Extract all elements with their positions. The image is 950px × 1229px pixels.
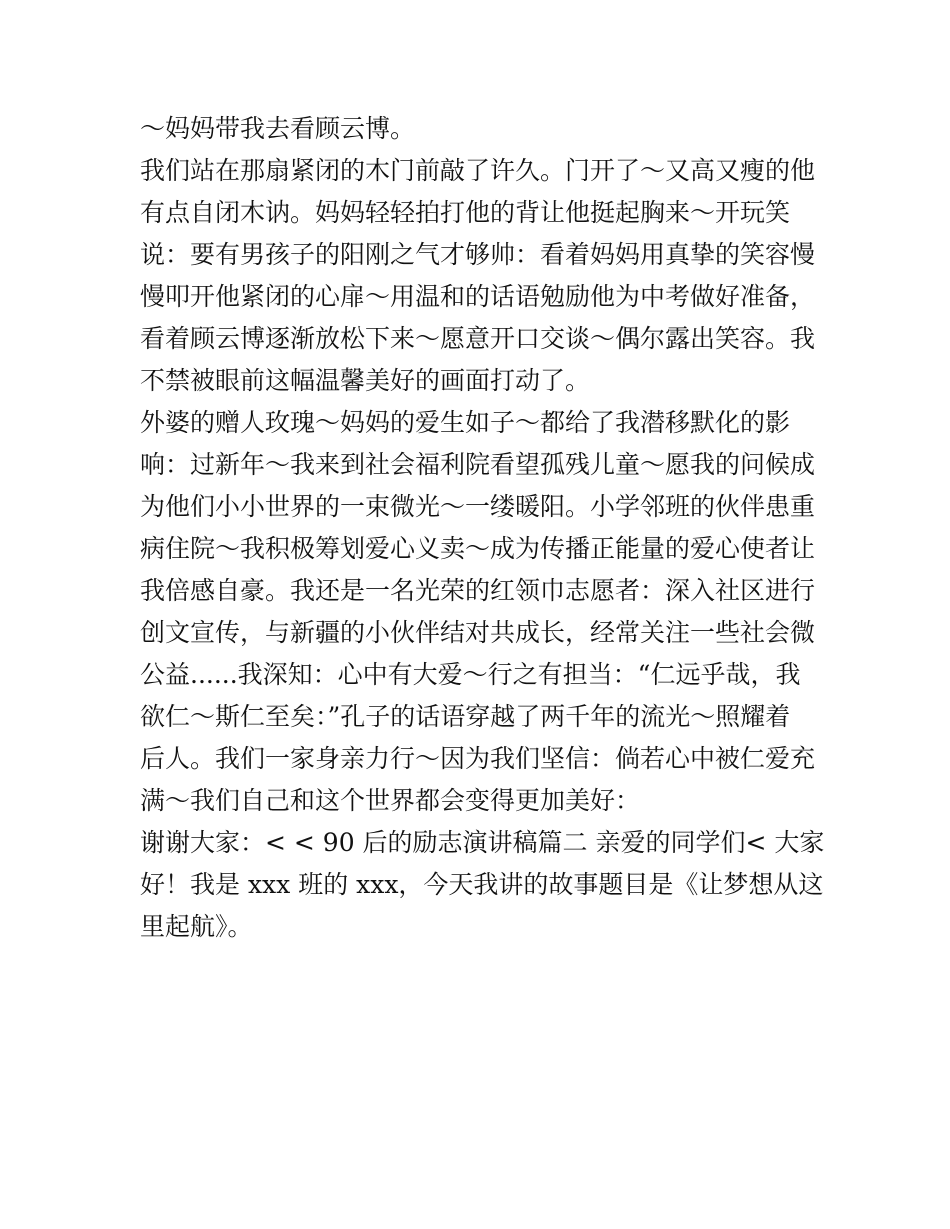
text-line: 欲仁～斯仁至矣：”孔子的话语穿越了两千年的流光～照耀着 xyxy=(140,702,791,731)
text-line: 看着顾云博逐渐放松下来～愿意开口交谈～偶尔露出笑容。我 xyxy=(140,324,816,353)
text-line: 满～我们自己和这个世界都会变得更加美好： xyxy=(140,786,641,815)
text-line: 慢叩开他紧闭的心扉～用温和的话语勉励他为中考做好准备， xyxy=(140,282,816,311)
text-line: ～妈妈带我去看顾云博。 xyxy=(140,114,416,143)
document-body xyxy=(140,108,825,948)
text-line: 外婆的赠人玫瑰～妈妈的爱生如子～都给了我潜移默化的影 xyxy=(140,408,791,437)
text-line: 说：要有男孩子的阳刚之气才够帅：看着妈妈用真挚的笑容慢 xyxy=(140,240,816,269)
text-line: 里起航》。 xyxy=(140,912,253,941)
text-line: 响：过新年～我来到社会福利院看望孤残儿童～愿我的问候成 xyxy=(140,450,816,479)
text-line: 创文宣传，与新疆的小伙伴结对共成长，经常关注一些社会微 xyxy=(140,618,816,647)
text-line: 后人。我们一家身亲力行～因为我们坚信：倘若心中被仁爱充 xyxy=(140,744,816,773)
text-line: 为他们小小世界的一束微光～一缕暖阳。小学邻班的伙伴患重 xyxy=(140,492,816,521)
text-line: 有点自闭木讷。妈妈轻轻拍打他的背让他挺起胸来～开玩笑 xyxy=(140,198,791,227)
text-line: 我们站在那扇紧闭的木门前敲了许久。门开了～又高又瘦的他 xyxy=(140,156,816,185)
text-line: 病住院～我积极筹划爱心义卖～成为传播正能量的爱心使者让 xyxy=(140,534,816,563)
text-line: 好！我是 xxx 班的 xxx，今天我讲的故事题目是《让梦想从这 xyxy=(140,870,824,899)
text-line: 不禁被眼前这幅温馨美好的画面打动了。 xyxy=(140,366,591,395)
text-line: 我倍感自豪。我还是一名光荣的红领巾志愿者：深入社区进行 xyxy=(140,576,816,605)
text-line: 公益......我深知：心中有大爱～行之有担当：“仁远乎哉，我 xyxy=(140,660,801,689)
text-line: 谢谢大家：< < 90 后的励志演讲稿篇二 亲爱的同学们< 大家 xyxy=(140,828,825,857)
